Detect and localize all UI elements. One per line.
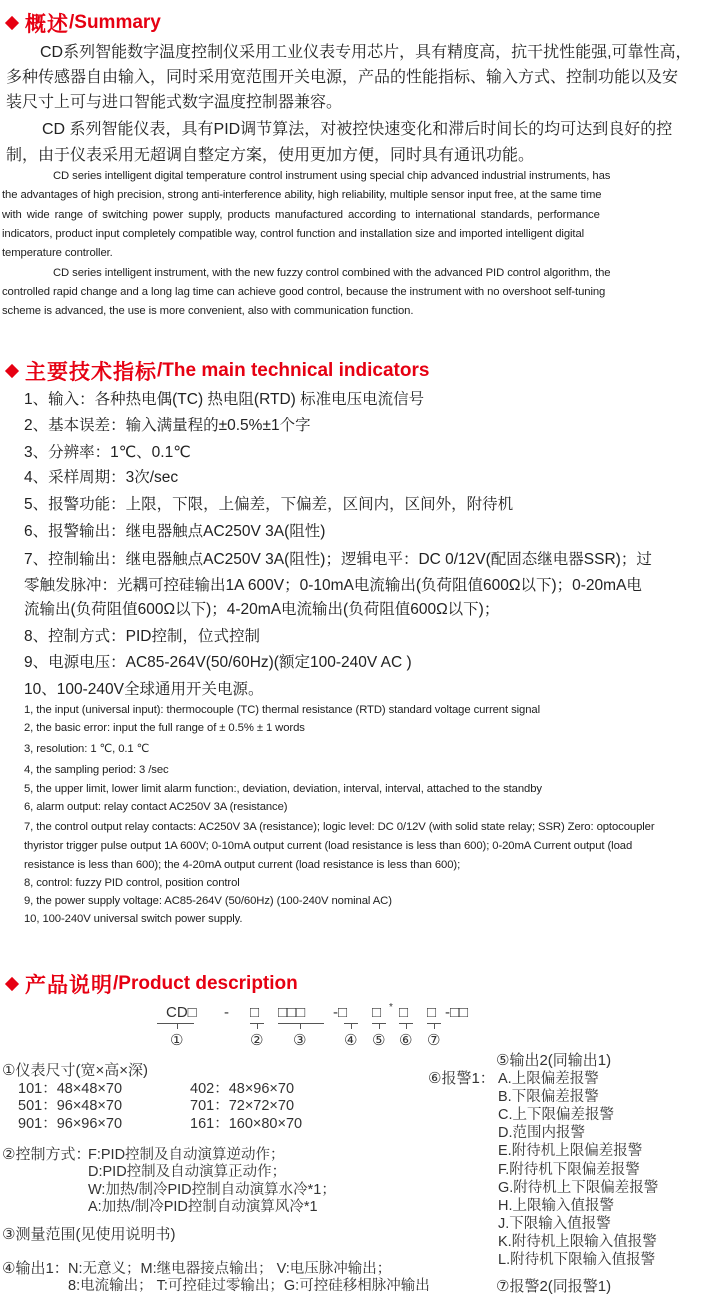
spec-item-en: 1, the input (universal input): thermocouple (TC) thermal resistance (RTD) standard voltage current signal bbox=[24, 704, 540, 716]
alarm1-option: E.附待机上限偏差报警 bbox=[498, 1143, 643, 1159]
spec-item: 3、分辨率：1℃、0.1℃ bbox=[24, 444, 191, 461]
summary-en-line: scheme is advanced, the use is more convenient, also with communication function. bbox=[2, 305, 414, 317]
summary-en-line: controlled rapid change and a long lag time can achieve good control, because the instrument with no overshoot self-tuning bbox=[2, 286, 606, 298]
alarm1-option: K.附待机上限输入值报警 bbox=[498, 1234, 657, 1250]
spec-item: 6、报警输出：继电器触点AC250V 3A(阻性) bbox=[24, 523, 326, 540]
code-tick bbox=[257, 1023, 258, 1029]
summary-cn-line: CD 系列智能仪表，具有PID调节算法，对被控快速变化和滞后时间长的均可达到良好的控 bbox=[42, 121, 673, 138]
alarm1-option: C.上下限偏差报警 bbox=[498, 1107, 614, 1123]
spec-item-en: 4, the sampling period: 3 /sec bbox=[24, 764, 169, 776]
product-heading bbox=[4, 969, 298, 999]
spec-item: 7、控制输出：继电器触点AC250V 3A(阻性)；逻辑电平：DC 0/12V(配固态继电器SSR)；过 bbox=[24, 551, 652, 568]
product-heading-cn: 产品说明 bbox=[25, 974, 113, 997]
spec-item-en: 10, 100-240V universal switch power supply. bbox=[24, 913, 243, 925]
code-dash: - bbox=[224, 1004, 229, 1021]
technical-heading-cn: 主要技术指标 bbox=[25, 361, 157, 384]
code-box-2: □ bbox=[250, 1004, 260, 1021]
code-marker-3: ③ bbox=[293, 1032, 307, 1049]
spec-item: 4、采样周期：3次/sec bbox=[24, 469, 179, 486]
diamond-icon bbox=[5, 364, 19, 378]
output1-line: N:无意义；M:继电器接点输出； V:电压脉冲输出； bbox=[68, 1261, 392, 1277]
control-option: F:PID控制及自动演算逆动作； bbox=[88, 1147, 285, 1163]
control-option: A:加热/制冷PID控制自动演算风冷*1 bbox=[88, 1199, 318, 1215]
spec-item-en: 2, the basic error: input the full range of ± 0.5% ± 1 words bbox=[24, 722, 305, 734]
code-underline bbox=[157, 1023, 194, 1024]
alarm1-option: A.上限偏差报警 bbox=[498, 1071, 599, 1087]
alarm1-option: J.下限输入值报警 bbox=[498, 1216, 611, 1232]
size-option: 701：72×72×70 bbox=[190, 1098, 295, 1114]
spec-item-en: 5, the upper limit, lower limit alarm function:, deviation, deviation, interval, interval, attached to the standby bbox=[24, 783, 542, 795]
alarm1-option: G.附待机上下限偏差报警 bbox=[498, 1180, 659, 1196]
code-tick bbox=[300, 1023, 301, 1029]
summary-heading-en: /Summary bbox=[69, 12, 161, 33]
spec-item-en: 8, control: fuzzy PID control, position control bbox=[24, 877, 240, 889]
spec-item-en: 9, the power supply voltage: AC85-264V (50/60Hz) (100-240V nominal AC) bbox=[24, 895, 392, 907]
summary-cn-line: CD系列智能数字温度控制仪采用工业仪表专用芯片，具有精度高，抗干扰性能强,可靠性高， bbox=[40, 44, 692, 61]
code-marker-2: ② bbox=[250, 1032, 264, 1049]
spec-item: 5、报警功能：上限，下限，上偏差，下偏差，区间内，区间外，附待机 bbox=[24, 496, 514, 513]
output2-label: ⑤输出2(同输出1) bbox=[496, 1052, 612, 1069]
summary-en-line: CD series intelligent instrument, with the new fuzzy control combined with the advanced PID control algorithm, the bbox=[53, 267, 611, 279]
summary-en-line: temperature controller. bbox=[2, 247, 113, 259]
spec-item: 10、100-240V全球通用开关电源。 bbox=[24, 681, 264, 698]
size-option: 402：48×96×70 bbox=[190, 1081, 295, 1097]
technical-heading-en: /The main technical indicators bbox=[157, 360, 430, 381]
summary-heading-cn: 概述 bbox=[25, 13, 69, 36]
spec-item-en: thyristor trigger pulse output 1A 600V; 0-10mA output current (load resistance is less than 600); 0-20mA Current output (load bbox=[24, 840, 633, 852]
control-label: ②控制方式： bbox=[2, 1146, 91, 1163]
code-tick bbox=[406, 1023, 407, 1029]
spec-item: 零触发脉冲：光耦可控硅输出1A 600V；0-10mA电流输出(负荷阻值600Ω以下)；0-20mA电 bbox=[24, 577, 642, 594]
output1-line: 8:电流输出； T:可控硅过零输出；G:可控硅移相脉冲输出 bbox=[68, 1278, 430, 1294]
alarm1-option: B.下限偏差报警 bbox=[498, 1089, 599, 1105]
code-tick bbox=[351, 1023, 352, 1029]
code-star: * bbox=[389, 1002, 393, 1013]
code-tick bbox=[434, 1023, 435, 1029]
code-marker-4: ④ bbox=[344, 1032, 358, 1049]
alarm1-option: H.上限输入值报警 bbox=[498, 1198, 614, 1214]
alarm1-option: F.附待机下限偏差报警 bbox=[498, 1162, 640, 1178]
technical-heading bbox=[4, 356, 429, 386]
spec-item: 9、电源电压：AC85-264V(50/60Hz)(额定100-240V AC ) bbox=[24, 654, 412, 671]
code-prefix: CD□ bbox=[166, 1004, 197, 1021]
spec-item: 流输出(负荷阻值600Ω以下)；4-20mA电流输出(负荷阻值600Ω以下)； bbox=[24, 601, 500, 618]
code-marker-7: ⑦ bbox=[427, 1032, 441, 1049]
summary-heading bbox=[4, 8, 161, 38]
code-marker-5: ⑤ bbox=[372, 1032, 386, 1049]
code-tail: -□□ bbox=[445, 1004, 469, 1021]
alarm2-label: ⑦报警2(同报警1) bbox=[496, 1278, 612, 1295]
summary-cn-line: 多种传感器自由输入，同时采用宽范围开关电源，产品的性能指标、输入方式、控制功能以及安 bbox=[6, 69, 679, 86]
code-marker-1: ① bbox=[170, 1032, 184, 1049]
control-option: W:加热/制冷PID控制自动演算水冷*1； bbox=[88, 1182, 336, 1198]
code-box-6: □ bbox=[399, 1004, 409, 1021]
spec-item-en: 6, alarm output: relay contact AC250V 3A (resistance) bbox=[24, 801, 288, 813]
summary-en-line: indicators, product input completely compatible way, control function and installation size and imported intelligent digital bbox=[2, 228, 585, 240]
spec-item-en: resistance is less than 600); the 4-20mA output current (load resistance is less than 600); bbox=[24, 859, 461, 871]
size-title: ①仪表尺寸(宽×高×深) bbox=[2, 1062, 148, 1079]
control-option: D:PID控制及自动演算正动作； bbox=[88, 1164, 287, 1180]
alarm1-option: D.范围内报警 bbox=[498, 1125, 585, 1141]
code-box-7: □ bbox=[427, 1004, 437, 1021]
size-option: 161：160×80×70 bbox=[190, 1116, 303, 1132]
code-underline bbox=[278, 1023, 324, 1024]
spec-item-en: 3, resolution: 1 ℃, 0.1 ℃ bbox=[24, 743, 150, 755]
code-tick bbox=[177, 1023, 178, 1029]
code-box-3: □□□ bbox=[278, 1004, 306, 1021]
diamond-icon bbox=[5, 16, 19, 30]
product-heading-en: /Product description bbox=[113, 973, 298, 994]
spec-item: 1、输入：各种热电偶(TC) 热电阻(RTD) 标准电压电流信号 bbox=[24, 391, 425, 408]
code-marker-6: ⑥ bbox=[399, 1032, 413, 1049]
summary-en-line: the advantages of high precision, strong anti-interference ability, high reliability, multiple sensor input free, at the same time bbox=[2, 189, 602, 201]
size-option: 901：96×96×70 bbox=[18, 1116, 123, 1132]
summary-cn-line: 装尺寸上可与进口智能式数字温度控制器兼容。 bbox=[6, 94, 343, 111]
alarm1-option: L.附待机下限输入值报警 bbox=[498, 1252, 656, 1268]
measure-range: ③测量范围(见使用说明书) bbox=[2, 1226, 176, 1243]
alarm1-label: ⑥报警1： bbox=[428, 1070, 495, 1087]
code-box-5: □ bbox=[372, 1004, 382, 1021]
output1-label: ④输出1： bbox=[2, 1260, 69, 1277]
size-option: 501：96×48×70 bbox=[18, 1098, 123, 1114]
code-tick bbox=[379, 1023, 380, 1029]
summary-cn-line: 制，由于仪表采用无超调自整定方案，使用更加方便，同时具有通讯功能。 bbox=[6, 147, 535, 164]
size-option: 101：48×48×70 bbox=[18, 1081, 123, 1097]
spec-item-en: 7, the control output relay contacts: AC250V 3A (resistance); logic level: DC 0/12V (with solid state relay; SSR) Zero: optocoupler bbox=[24, 821, 655, 833]
code-box-4: -□ bbox=[333, 1004, 348, 1021]
diamond-icon bbox=[5, 977, 19, 991]
summary-en-line: CD series intelligent digital temperature control instrument using special chip advanced industrial instruments, has bbox=[53, 170, 611, 182]
summary-en-line: with wide range of switching power supply, products manufactured according to international standards, performance bbox=[2, 209, 600, 221]
spec-item: 2、基本误差：输入满量程的±0.5%±1个字 bbox=[24, 417, 311, 434]
spec-item: 8、控制方式：PID控制，位式控制 bbox=[24, 628, 260, 645]
